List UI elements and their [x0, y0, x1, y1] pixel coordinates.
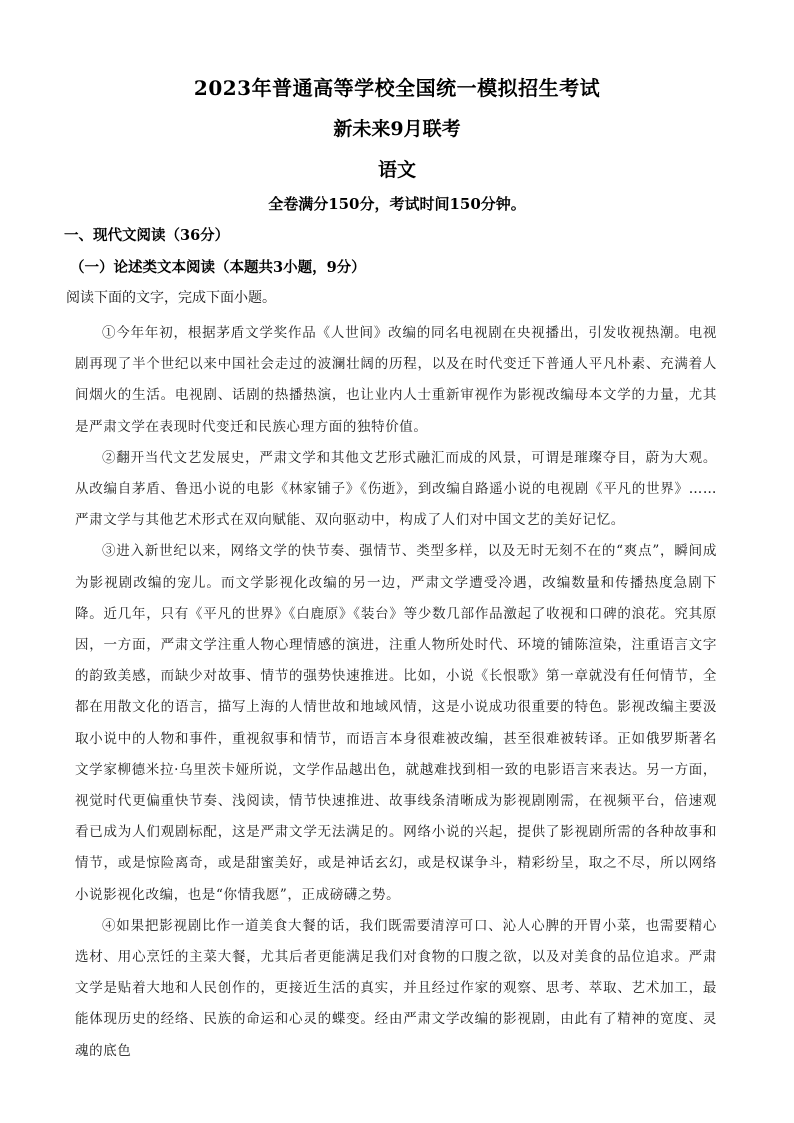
passage-body	[75, 318, 717, 1067]
passage-paragraph-2: ②翻开当代文艺发展史，严肃文学和其他文艺形式融汇而成的风景，可谓是璀璨夺目，蔚为大观。从改编自茅盾、鲁迅小说的电影《林家铺子》《伤逝》，到改编自路遥小说的电视剧《平凡的世界》……严肃文学与其他艺术形式在双向赋能、双向驱动中，构成了人们对中国文艺的美好记忆。	[75, 449, 717, 529]
section-title: 一、现代文阅读（36分）	[64, 227, 230, 244]
subsection-title: （一）论述类文本阅读（本题共3小题，9分）	[70, 259, 366, 276]
passage-paragraph-4: ④如果把影视剧比作一道美食大餐的话，我们既需要清淳可口、沁人心脾的开胃小菜，也需要精心选材、用心烹饪的主菜大餐，尤其后者更能满足我们对食物的口腹之欲，以及对美食的品位追求。严肃文学是贴着大地和人民创作的，更接近生活的真实，并且经过作家的观察、思考、萃取、艺术加工，最能体现历史的经络、民族的命运和心灵的蝶变。经由严肃文学改编的影视剧，由此有了精神的宽度、灵魂的底色	[75, 917, 717, 1059]
passage-paragraph-1: ①今年年初，根据茅盾文学奖作品《人世间》改编的同名电视剧在央视播出，引发收视热潮。电视剧再现了半个世纪以来中国社会走过的波澜壮阔的历程，以及在时代变迁下普通人平凡朴素、充满着人间烟火的生活。电视剧、话剧的热播热演，也让业内人士重新审视作为影视改编母本文学的力量，尤其是严肃文学在表现时代变迁和民族心理方面的独特价值。	[75, 325, 717, 435]
passage-paragraph-3: ③进入新世纪以来，网络文学的快节奏、强情节、类型多样，以及无时无刻不在的“爽点”，瞬间成为影视剧改编的宠儿。而文学影视化改编的另一边，严肃文学遭受冷遇，改编数量和传播热度急剧下降。近几年，只有《平凡的世界》《白鹿原》《装台》等少数几部作品激起了收视和口碑的浪花。究其原因，一方面，严肃文学注重人物心理情感的演进，注重人物所处时代、环境的铺陈渲染，注重语言文字的韵致美感，而缺少对故事、情节的强势快速推进。比如，小说《长恨歌》第一章就没有任何情节，全都在用散文化的语言，描写上海的人情世故和地域风情，这是小说成功很重要的特色。影视改编主要汲取小说中的人物和事件，重视叙事和情节，而语言本身很难被改编，甚至很难被转译。正如俄罗斯著名文学家柳德米拉·乌里茨卡娅所说，文学作品越出色，就越难找到相一致的电影语言来表达。另一方面，视觉时代更偏重快节奏、浅阅读，情节快速推进、故事线条清晰成为影视剧刚需，在视频平台，倍速观看已成为人们观剧标配，这是严肃文学无法满足的。网络小说的兴起，提供了影视剧所需的各种故事和情节，或是惊险离奇，或是甜蜜美好，或是神话玄幻，或是权谋争斗，精彩纷呈，取之不尽，所以网络小说影视化改编，也是“你情我愿”，正成磅礴之势。	[75, 543, 717, 903]
reading-instruction: 阅读下面的文字，完成下面小题。	[66, 290, 276, 306]
subject-title: 语文	[377, 159, 416, 181]
exam-title: 2023年普通高等学校全国统一模拟招生考试	[193, 76, 601, 100]
exam-subtitle: 新未来9月联考	[333, 118, 461, 140]
score-note: 全卷满分150分，考试时间150分钟。	[268, 195, 526, 213]
